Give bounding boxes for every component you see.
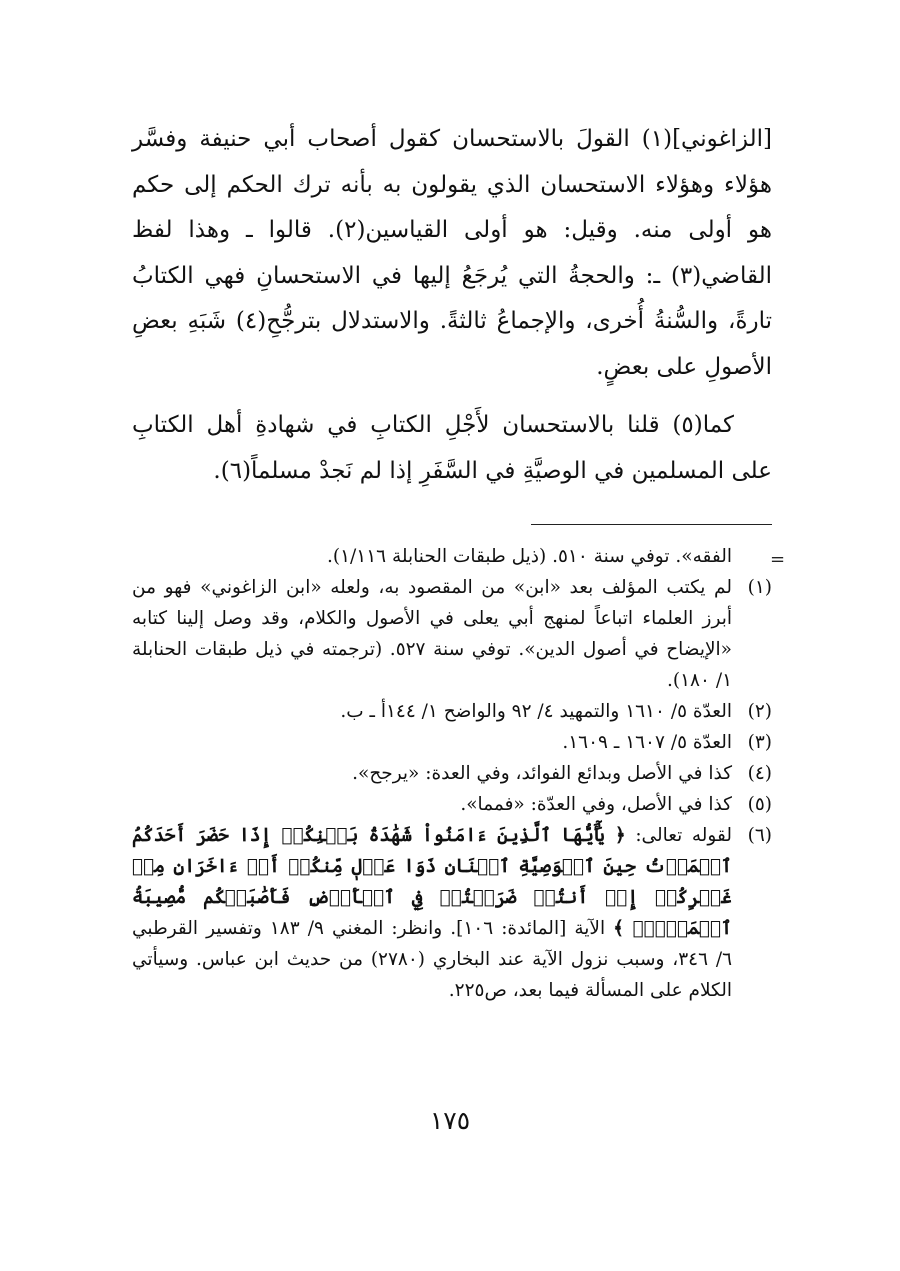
footnote [132,727,772,758]
footnote-number: (٣) [747,732,772,753]
footnote-continuation [132,541,772,572]
footnote-number: (١) [747,577,772,598]
footnote-text: كذا في الأصل، وفي العدّة: «فمما». [460,794,732,815]
footnote-number: (٤) [747,763,772,784]
footnote-text: كذا في الأصل وبدائع الفوائد، وفي العدة: «يرجح». [352,763,732,784]
footnote-divider [531,524,772,525]
footnote [132,572,772,696]
footnote-number: (٥) [747,794,772,815]
footnote [132,820,772,1006]
footnote-number: (٢) [747,701,772,722]
quran-verse: ﴿ يَٰٓأَيُّهَا ٱلَّذِينَ ءَامَنُواْ شَهَٰدَةُ بَيۡنِكُمۡ إِذَا حَضَرَ أَحَدَكُمُ ٱلۡمَوۡتُ حِينَ ٱلۡوَصِيَّةِ ٱثۡنَانِ ذَوَا عَدۡلٖ مِّنكُمۡ أَوۡ ءَاخَرَانِ مِنۡ غَيۡرِكُمۡ إِنۡ أَنتُمۡ ضَرَبۡتُمۡ فِي ٱلۡأَرۡضِ فَأَصَٰبَتۡكُم مُّصِيبَةُ ٱلۡمَوۡتِۚ ﴾ [132,825,732,939]
footnote [132,696,772,727]
footnote-intro: لقوله تعالى: [635,825,732,846]
footnote [132,758,772,789]
footnote-text: العدّة ٥/ ١٦١٠ والتمهيد ٤/ ٩٢ والواضح ١/ ١٤٤أ ـ ب. [340,701,732,722]
footnote-continuation-mark: = [770,549,786,570]
page-number: ١٧٥ [429,1106,471,1135]
main-text [132,117,772,494]
footnote [132,789,772,820]
footnotes [132,541,772,1006]
main-paragraph-2: كما(٥) قلنا بالاستحسان لأَجْلِ الكتابِ في شهادةِ أهل الكتابِ على المسلمين في الوصيَّةِ في السَّفَرِ إذا لم نَجدْ مسلماً(٦). [132,412,772,484]
footnote-text: الآية [المائدة: ١٠٦]. وانظر: المغني ٩/ ١٨٣ وتفسير القرطبي ٦/ ٣٤٦، وسبب نزول الآية عند البخاري (٢٧٨٠) من حديث ابن عباس. وسيأتي الكلام على المسألة فيما بعد، ص٢٢٥. [132,918,732,1001]
footnote-text: العدّة ٥/ ١٦٠٧ ـ ١٦٠٩. [562,732,732,753]
main-paragraph-1: [الزاغوني](١) القولَ بالاستحسان كقول أصحاب أبي حنيفة وفسَّر هؤلاء وهؤلاء الاستحسان الذي يقولون به بأنه ترك الحكم إلى حكم هو أولى منه. وقيل: هو أولى القياسين(٢). قالوا ـ وهذا لفظ القاضي(٣) ـ: والحجةُ التي يُرجَعُ إليها في الاستحسانِ فهي الكتابُ تارةً، والسُّنةُ أُخرى، والإجماعُ ثالثةً. والاستدلال بترجُّحِ(٤) شَبَهِ بعضِ الأصولِ على بعضٍ. [132,126,773,380]
footnote-text: لم يكتب المؤلف بعد «ابن» من المقصود به، ولعله «ابن الزاغوني» فهو من أبرز العلماء اتباعاً لمنهج أبي يعلى في الأصول والكلام، وقد وصل إلينا كتابه «الإيضاح في أصول الدين». توفي سنة ٥٢٧. (ترجمته في ذيل طبقات الحنابلة ١/ ١٨٠). [132,577,732,691]
footnote-continuation-text: الفقه». توفي سنة ٥١٠. (ذيل طبقات الحنابلة ١/١١٦). [326,546,732,567]
footnote-number: (٦) [747,825,772,846]
